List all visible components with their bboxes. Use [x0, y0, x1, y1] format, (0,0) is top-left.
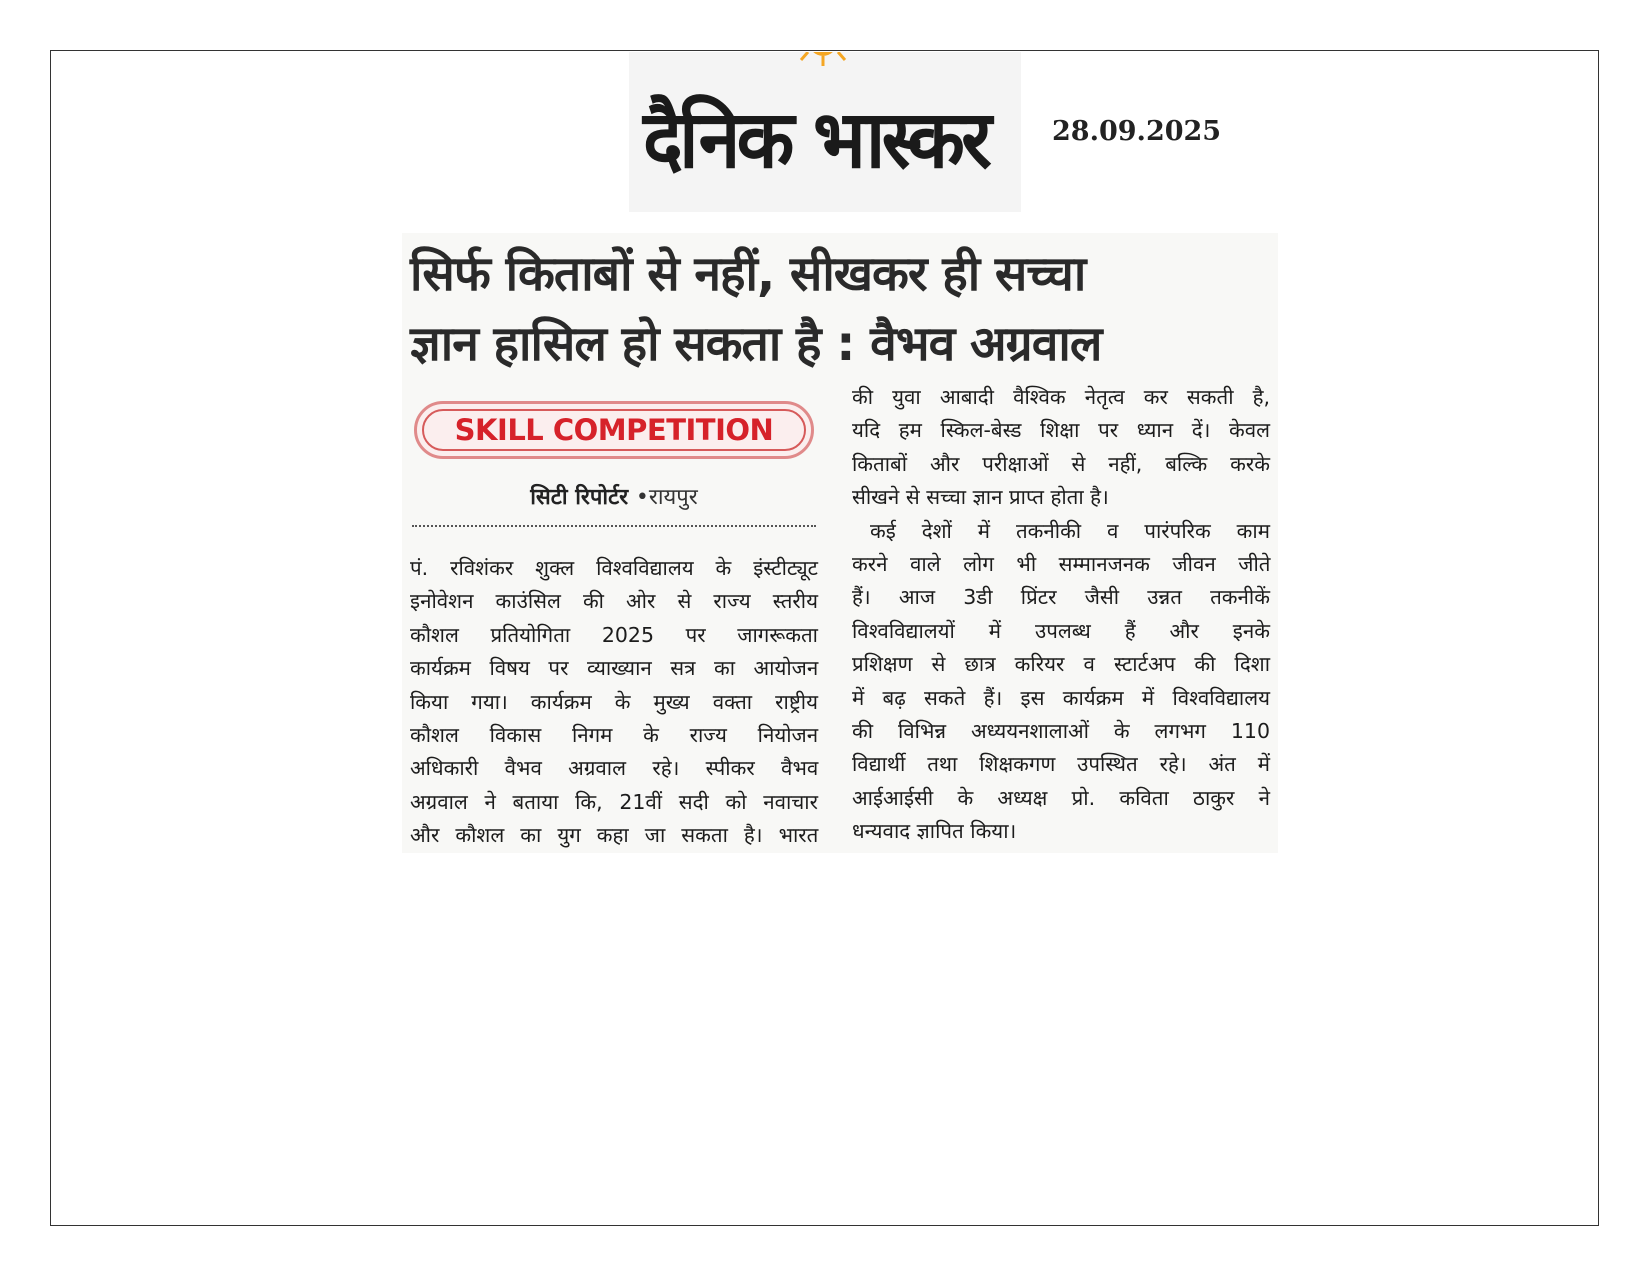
sun-logo-icon [794, 52, 852, 70]
byline-place: •रायपुर [635, 485, 698, 510]
body-line: करने वाले लोग भी सम्मानजनक जीवन जीते [852, 552, 1271, 577]
body-line: की युवा आबादी वैश्विक नेतृत्व कर सकती है, [852, 385, 1271, 409]
body-line: कौशल विकास निगम के राज्य नियोजन [410, 723, 819, 748]
body-line: धन्यवाद ज्ञापित किया। [852, 819, 1017, 844]
news-clipping [402, 233, 1278, 853]
newspaper-logo: दैनिक भास्कर [643, 93, 989, 186]
badge-label: SKILL COMPETITION [454, 413, 774, 447]
section-badge [414, 401, 814, 459]
body-line: में बढ़ सकते हैं। इस कार्यक्रम में विश्वविद्यालय [852, 685, 1270, 710]
body-line: कौशल प्रतियोगिता 2025 पर जागरूकता [410, 622, 818, 647]
body-line: इनोवेशन काउंसिल की ओर से राज्य स्तरीय [410, 589, 818, 614]
headline-line: सिर्फ किताबों से नहीं, सीखकर ही सच्चा [410, 246, 1086, 302]
body-line: हैं। आज 3डी प्रिंटर जैसी उन्नत तकनीकें [852, 585, 1270, 610]
byline-author: सिटी रिपोर्टर [530, 485, 629, 510]
body-line: अधिकारी वैभव अग्रवाल रहे। स्पीकर वैभव [410, 756, 819, 781]
body-line: आईआईसी के अध्यक्ष प्रो. कविता ठाकुर ने [852, 785, 1270, 810]
newspaper-masthead [629, 52, 1021, 212]
dotted-divider [412, 525, 816, 527]
body-line: यदि हम स्किल-बेस्ड शिक्षा पर ध्यान दें। केवल [852, 418, 1271, 443]
body-line: की विभिन्न अध्ययनशालाओं के लगभग 110 [852, 719, 1270, 744]
body-line: विद्यार्थी तथा शिक्षकगण उपस्थित रहे। अंत में [852, 752, 1270, 777]
body-line: प्रशिक्षण से छात्र करियर व स्टार्टअप की दिशा [852, 652, 1270, 677]
body-line: कई देशों में तकनीकी व पारंपरिक काम [870, 518, 1270, 543]
headline-line: ज्ञान हासिल हो सकता है : वैभव अग्रवाल [410, 316, 1102, 372]
article-column-left [410, 552, 818, 853]
publication-date: 28.09.2025 [1052, 116, 1222, 147]
body-line: कार्यक्रम विषय पर व्याख्यान सत्र का आयोजन [410, 656, 819, 681]
headline [410, 239, 1272, 379]
body-line: विश्वविद्यालयों में उपलब्ध हैं और इनके [852, 618, 1270, 643]
body-line: किया गया। कार्यक्रम के मुख्य वक्ता राष्ट्रीय [410, 689, 818, 714]
body-line: अग्रवाल ने बताया कि, 21वीं सदी को नवाचार [410, 789, 818, 814]
body-line: और कौशल का युग कहा जा सकता है। भारत [410, 823, 819, 848]
body-line: किताबों और परीक्षाओं से नहीं, बल्कि करके [852, 451, 1270, 476]
body-line: सीखने से सच्चा ज्ञान प्राप्त होता है। [852, 485, 1109, 510]
byline [414, 481, 814, 511]
article-column-right [852, 381, 1270, 849]
body-line: पं. रविशंकर शुक्ल विश्वविद्यालय के इंस्टीट्यूट [410, 556, 819, 580]
